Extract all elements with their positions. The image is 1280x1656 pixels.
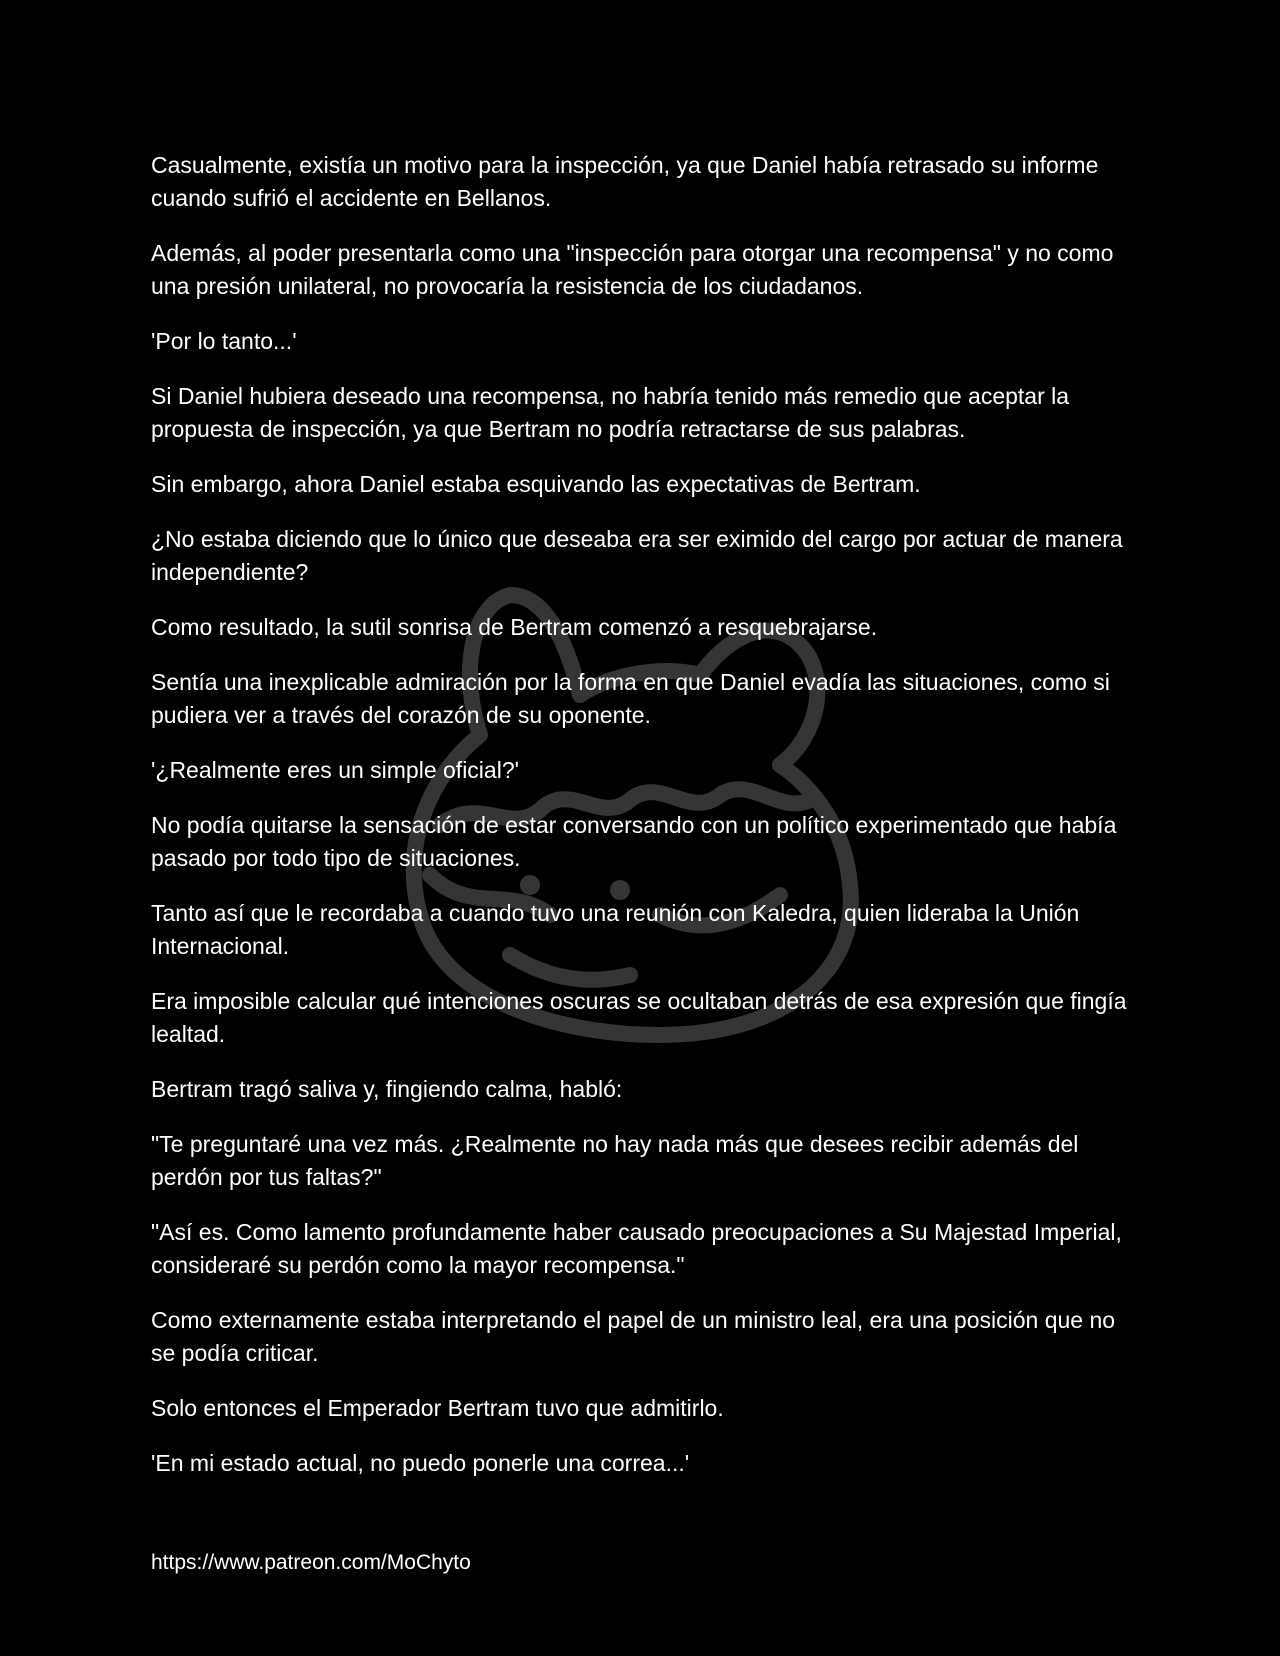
paragraph-9: '¿Realmente eres un simple oficial?': [151, 757, 519, 783]
paragraph-16: Como externamente estaba interpretando el papel de un ministro leal, era una posición que no se podía criticar.: [151, 1307, 1116, 1366]
paragraph-8: Sentía una inexplicable admiración por la forma en que Daniel evadía las situaciones, como si pudiera ver a través del corazón de su oponente.: [151, 669, 1110, 728]
paragraph-12: Era imposible calcular qué intenciones oscuras se ocultaban detrás de esa expresión que fingía lealtad.: [151, 988, 1127, 1047]
paragraph-6: ¿No estaba diciendo que lo único que deseaba era ser eximido del cargo por actuar de manera independiente?: [151, 526, 1123, 585]
paragraph-14: "Te preguntaré una vez más. ¿Realmente no hay nada más que desees recibir además del perdón por tus faltas?": [151, 1131, 1079, 1190]
paragraph-15: "Así es. Como lamento profundamente haber causado preocupaciones a Su Majestad Imperial, consideraré su perdón como la mayor recompensa.": [151, 1219, 1122, 1278]
document-body: [151, 149, 1141, 1502]
paragraph-4: Si Daniel hubiera deseado una recompensa, no habría tenido más remedio que aceptar la propuesta de inspección, ya que Bertram no podría retractarse de sus palabras.: [151, 383, 1070, 442]
patreon-link[interactable]: https://www.patreon.com/MoChyto: [151, 1551, 471, 1574]
paragraph-13: Bertram tragó saliva y, fingiendo calma, habló:: [151, 1076, 623, 1102]
paragraph-2: Además, al poder presentarla como una "inspección para otorgar una recompensa" y no como una presión unilateral, no provocaría la resistencia de los ciudadanos.: [151, 240, 1114, 299]
paragraph-11: Tanto así que le recordaba a cuando tuvo una reunión con Kaledra, quien lideraba la Unión Internacional.: [151, 900, 1080, 959]
paragraph-17: Solo entonces el Emperador Bertram tuvo que admitirlo.: [151, 1395, 724, 1421]
paragraph-5: Sin embargo, ahora Daniel estaba esquivando las expectativas de Bertram.: [151, 471, 921, 497]
paragraph-18: 'En mi estado actual, no puedo ponerle una correa...': [151, 1450, 690, 1476]
paragraph-10: No podía quitarse la sensación de estar conversando con un político experimentado que había pasado por todo tipo de situaciones.: [151, 812, 1117, 871]
paragraph-7: Como resultado, la sutil sonrisa de Bertram comenzó a resquebrajarse.: [151, 614, 878, 640]
paragraph-1: Casualmente, existía un motivo para la inspección, ya que Daniel había retrasado su informe cuando sufrió el accidente en Bellanos.: [151, 152, 1099, 211]
paragraph-3: 'Por lo tanto...': [151, 328, 297, 354]
